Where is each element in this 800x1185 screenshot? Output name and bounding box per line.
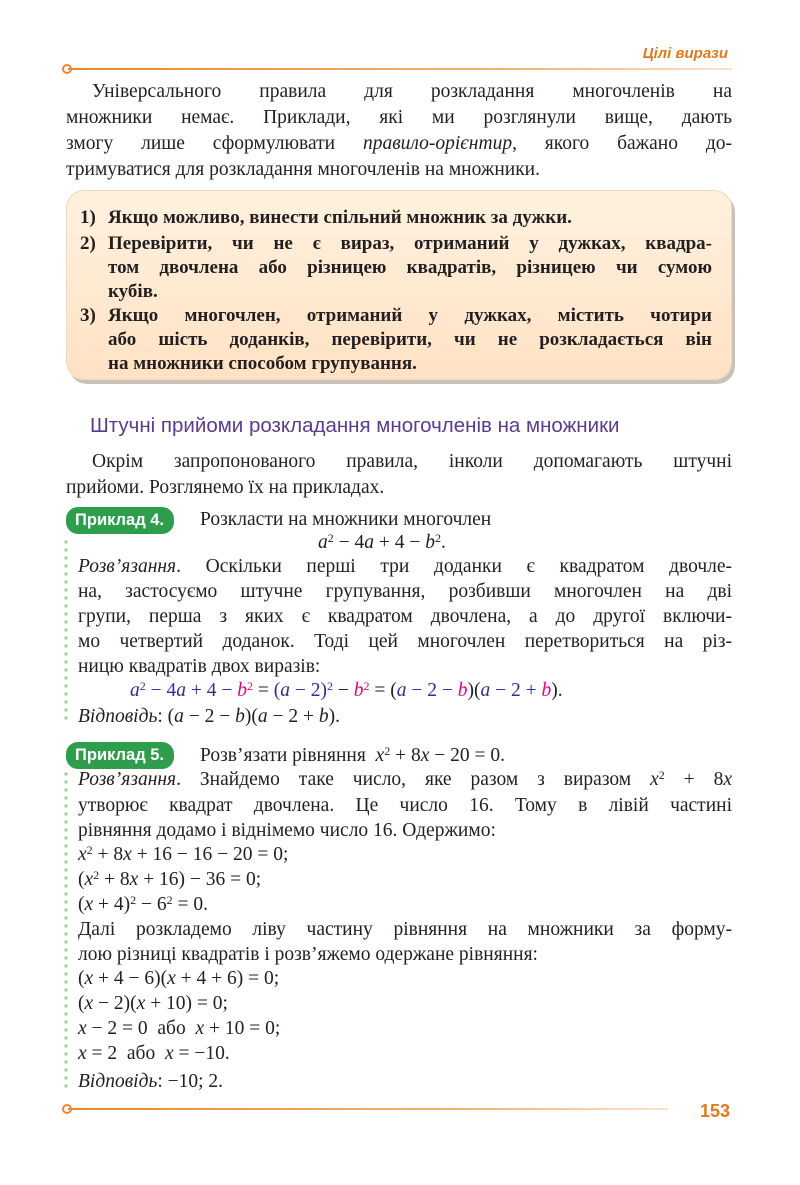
rule-3-line-2: або шість доданків, перевірити, чи не розкладається він: [108, 329, 712, 350]
example-4-answer: Відповідь: (a − 2 − b)(a − 2 + b).: [78, 706, 340, 727]
example-4-badge: Приклад 4.: [66, 507, 174, 534]
example-5-solution-line-2: утворює квадрат двочлена. Це число 16. Тому в лівій частині: [78, 795, 732, 816]
rule-2-line-3: кубів.: [108, 281, 158, 302]
example-5-equation-5: (x − 2)(x + 10) = 0;: [78, 993, 228, 1014]
rule-number-3: 3): [80, 305, 96, 326]
example-4-task: Розкласти на множники многочлен: [200, 509, 492, 530]
section-para-line-1: Окрім запропонованого правила, інколи допомагають штучні: [92, 451, 732, 472]
example-5-answer: Відповідь: −10; 2.: [78, 1071, 224, 1092]
example-5-equation-3: $(x + 4)^2 - 6^2 = 0$.: [78, 893, 209, 915]
example-4-equation: $a^2 - 4a + 4 - b^2 = (a - 2)^2 - b^2 = (a - 2 - b)(a - 2 + b)$.: [130, 679, 563, 701]
example-4-dotted-rule: [64, 538, 68, 724]
intro-line-3: змогу лише сформулювати правило-орієнтир, якого бажано до-: [66, 133, 732, 154]
example-4-solution-line-1: Розв’язання. Оскільки перші три доданки є квадратом двочле-: [78, 556, 732, 577]
example-5-badge: Приклад 5.: [66, 742, 174, 769]
rule-3-line-1: Якщо многочлен, отриманий у дужках, містить чотири: [108, 305, 712, 326]
page-number: 153: [699, 1101, 730, 1121]
intro-line-2: множники немає. Приклади, які ми розглянули вище, дають: [66, 107, 732, 128]
example-5-solution-line-3: рівняння додамо і віднімемо число 16. Одержимо:: [78, 820, 496, 841]
rule-number-1: 1): [80, 207, 96, 228]
footer-rule: [68, 1108, 668, 1110]
section-heading: Штучні прийоми розкладання многочленів на множники: [90, 414, 620, 437]
example-5-equation-4: (x + 4 − 6)(x + 4 + 6) = 0;: [78, 968, 280, 989]
example-5-solution-line-1: Розв’язання. Знайдемо таке число, яке разом з виразом $x^2 + 8x$: [78, 768, 732, 790]
example-5-equation-7: x = 2 або x = −10.: [78, 1043, 230, 1064]
example-5-dotted-rule: [64, 770, 68, 1090]
example-4-solution-line-2: на, застосуємо штучне групування, розбивши многочлен на дві: [78, 581, 732, 602]
example-5-task: Розв’язати рівняння $x^2 + 8x - 20 = 0$.: [200, 744, 505, 766]
example-4-solution-line-5: ницю квадратів двох виразів:: [78, 656, 321, 677]
rule-number-2: 2): [80, 233, 96, 254]
example-5-solution-line-4: Далі розкладемо ліву частину рівняння на множники за форму-: [78, 919, 732, 940]
example-5-equation-2: $(x^2 + 8x + 16) - 36 = 0$;: [78, 868, 262, 890]
intro-line-4: тримуватися для розкладання многочленів на множники.: [66, 159, 540, 180]
example-5-solution-line-5: лою різниці квадратів і розв’яжемо одержане рівняння:: [78, 944, 538, 965]
rule-3-line-3: на множники способом групування.: [108, 353, 417, 374]
intro-line-1: Універсального правила для розкладання многочленів на: [92, 81, 732, 102]
example-4-expression: $a^2 - 4a + 4 - b^2$.: [318, 531, 446, 553]
running-header: Цілі вирази: [642, 45, 728, 62]
rule-2-line-1: Перевірити, чи не є вираз, отриманий у дужках, квадра-: [108, 233, 712, 254]
rule-1: Якщо можливо, винести спільний множник за дужки.: [108, 207, 572, 228]
example-5-equation-6: x − 2 = 0 або x + 10 = 0;: [78, 1018, 281, 1039]
section-para-line-2: прийоми. Розглянемо їх на прикладах.: [66, 477, 385, 498]
example-4-solution-line-4: мо четвертий доданок. Тоді цей многочлен перетвориться на різ-: [78, 631, 732, 652]
example-5-equation-1: $x^2 + 8x + 16 - 16 - 20 = 0$;: [78, 843, 289, 865]
header-rule: [68, 68, 732, 70]
rule-2-line-2: том двочлена або різницею квадратів, різницею чи сумою: [108, 257, 712, 278]
example-4-solution-line-3: групи, перша з яких є квадратом двочлена, а до другої включи-: [78, 606, 732, 627]
